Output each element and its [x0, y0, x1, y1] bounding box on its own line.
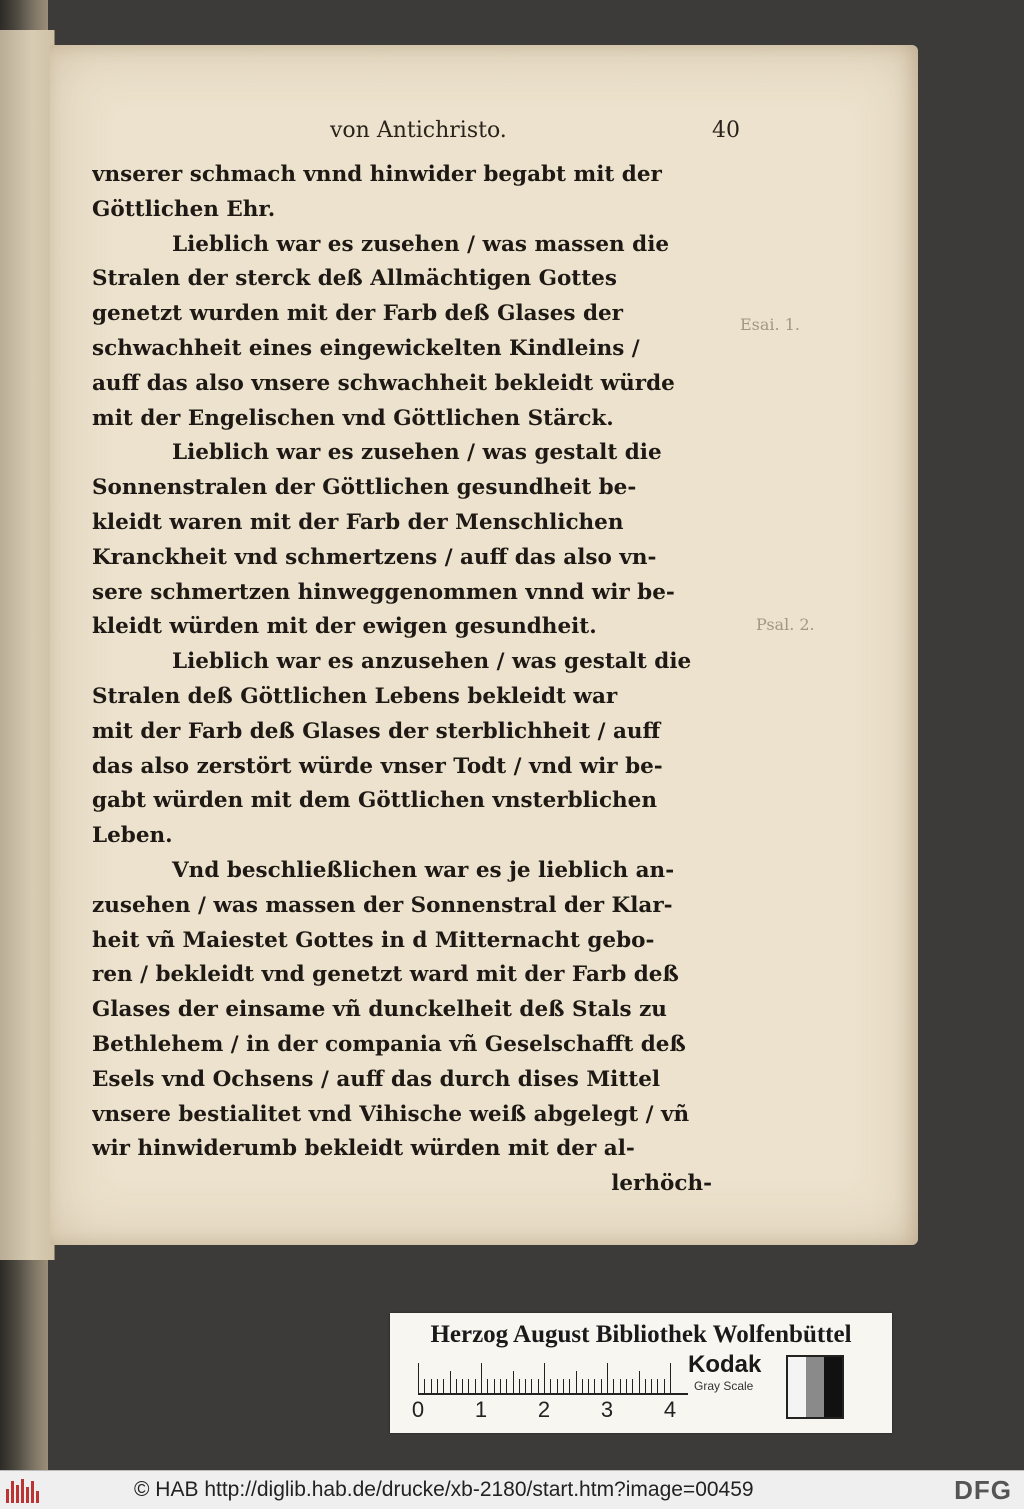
text-line: Sonnenstralen der Göttlichen gesundheit be- — [92, 475, 637, 501]
text-line: Lieblich war es anzusehen / was gestalt die — [172, 649, 692, 675]
text-line: kleidt würden mit der ewigen gesundheit. — [92, 614, 597, 640]
text-line: Esels vnd Ochsens / auff das durch dises Mittel — [92, 1066, 661, 1092]
running-head: von Antichristo. — [330, 118, 507, 143]
text-line: Göttlichen Ehr. — [92, 196, 276, 222]
body-text — [92, 158, 712, 1202]
ruler-tick — [632, 1379, 633, 1393]
gray-scale-caption: Gray Scale — [694, 1379, 754, 1393]
bleed-through-mark: Psal. 2. — [756, 615, 815, 634]
page-number: 40 — [712, 118, 740, 143]
ruler-tick — [456, 1379, 457, 1393]
text-line: kleidt waren mit der Farb der Menschlichen — [92, 509, 624, 535]
ruler-tick — [531, 1379, 532, 1393]
ruler-tick — [626, 1379, 627, 1393]
ruler-number: 0 — [411, 1397, 425, 1422]
ruler-tick — [513, 1371, 514, 1393]
ruler-tick — [424, 1379, 425, 1393]
ruler-tick — [576, 1371, 577, 1393]
ruler-tick — [601, 1379, 602, 1393]
ruler-tick — [481, 1363, 482, 1393]
ruler-tick — [450, 1371, 451, 1393]
ruler-tick — [613, 1379, 614, 1393]
library-name: Herzog August Bibliothek Wolfenbüttel — [430, 1321, 852, 1348]
text-line: Vnd beschließlichen war es je lieblich an- — [172, 857, 675, 883]
ruler-tick — [670, 1363, 671, 1393]
catchword: lerhöch- — [611, 1171, 712, 1197]
text-line: Lieblich war es zusehen / was gestalt die — [172, 440, 662, 466]
ruler-tick — [475, 1379, 476, 1393]
text-line: mit der Engelischen vnd Göttlichen Stärck. — [92, 405, 614, 431]
ruler-tick — [588, 1379, 589, 1393]
swatch-gray — [806, 1357, 824, 1417]
ruler-tick — [639, 1371, 640, 1393]
text-line: heit vñ Maiestet Gottes in d Mitternacht gebo- — [92, 927, 655, 953]
text-line: Glases der einsame vñ dunckelheit deß Stals zu — [92, 997, 667, 1023]
ruler-number: 4 — [663, 1397, 677, 1422]
dfg-logo: DFG — [954, 1475, 1012, 1505]
ruler-tick — [651, 1379, 652, 1393]
text-line: auff das also vnsere schwachheit bekleidt würde — [92, 370, 675, 396]
ruler-tick — [468, 1379, 469, 1393]
gray-scale-swatches — [786, 1355, 844, 1419]
text-line: ren / bekleidt vnd genetzt ward mit der Farb deß — [92, 962, 679, 988]
ruler-number: 1 — [474, 1397, 488, 1422]
ruler-tick — [620, 1379, 621, 1393]
ruler-tick — [500, 1379, 501, 1393]
swatch-black — [824, 1357, 842, 1417]
text-line: sere schmertzen hinweggenommen vnnd wir be- — [92, 579, 675, 605]
bleed-through-mark: Esai. 1. — [740, 315, 800, 334]
text-line: Lieblich war es zusehen / was massen die — [172, 231, 670, 257]
ruler-tick — [462, 1379, 463, 1393]
ruler-tick — [645, 1379, 646, 1393]
ruler-tick — [557, 1379, 558, 1393]
previous-page-edge — [0, 30, 55, 1260]
text-line: Stralen deß Göttlichen Lebens bekleidt war — [92, 683, 618, 709]
ruler-tick — [431, 1379, 432, 1393]
text-line: Stralen der sterck deß Allmächtigen Gottes — [92, 266, 617, 292]
ruler-tick — [582, 1379, 583, 1393]
measurement-ruler — [418, 1357, 688, 1395]
library-scale-label — [390, 1313, 892, 1433]
text-line: zusehen / was massen der Sonnenstral der Klar- — [92, 892, 673, 918]
kodak-brand: Kodak — [688, 1351, 762, 1378]
page-header — [330, 118, 740, 150]
ruler-tick — [443, 1379, 444, 1393]
ruler-tick — [506, 1379, 507, 1393]
ruler-tick — [657, 1379, 658, 1393]
ruler-tick — [563, 1379, 564, 1393]
ruler-tick — [418, 1363, 419, 1393]
ruler-tick — [494, 1379, 495, 1393]
ruler-tick — [487, 1379, 488, 1393]
ruler-tick — [594, 1379, 595, 1393]
ruler-tick — [550, 1379, 551, 1393]
text-line: schwachheit eines eingewickelten Kindleins / — [92, 335, 640, 361]
ruler-tick — [525, 1379, 526, 1393]
text-line: vnserer schmach vnnd hinwider begabt mit der — [92, 162, 662, 187]
text-line: Kranckheit vnd schmertzens / auff das also vn- — [92, 544, 657, 570]
swatch-white — [788, 1357, 806, 1417]
text-line: Leben. — [92, 823, 173, 849]
barcode-icon — [6, 1477, 40, 1503]
ruler-tick — [607, 1363, 608, 1393]
footer-bar — [0, 1470, 1024, 1509]
ruler-tick — [544, 1363, 545, 1393]
ruler-number: 3 — [600, 1397, 614, 1422]
text-line: wir hinwiderumb bekleidt würden mit der al- — [92, 1136, 635, 1162]
text-line: vnsere bestialitet vnd Vihische weiß abgelegt / vñ — [92, 1101, 690, 1127]
ruler-tick — [538, 1379, 539, 1393]
text-line: mit der Farb deß Glases der sterblichheit / auff — [92, 718, 661, 744]
ruler-number: 2 — [537, 1397, 551, 1422]
text-line: das also zerstört würde vnser Todt / vnd wir be- — [92, 753, 663, 779]
ruler-tick — [437, 1379, 438, 1393]
text-line: Bethlehem / in der compania vñ Geselschafft deß — [92, 1031, 686, 1057]
text-line: gabt würden mit dem Göttlichen vnsterblichen — [92, 788, 657, 814]
ruler-tick — [664, 1379, 665, 1393]
ruler-tick — [519, 1379, 520, 1393]
text-line: genetzt wurden mit der Farb deß Glases der — [92, 301, 624, 327]
ruler-tick — [569, 1379, 570, 1393]
source-url[interactable]: © HAB http://diglib.hab.de/drucke/xb-2180/start.htm?image=00459 — [134, 1478, 754, 1501]
